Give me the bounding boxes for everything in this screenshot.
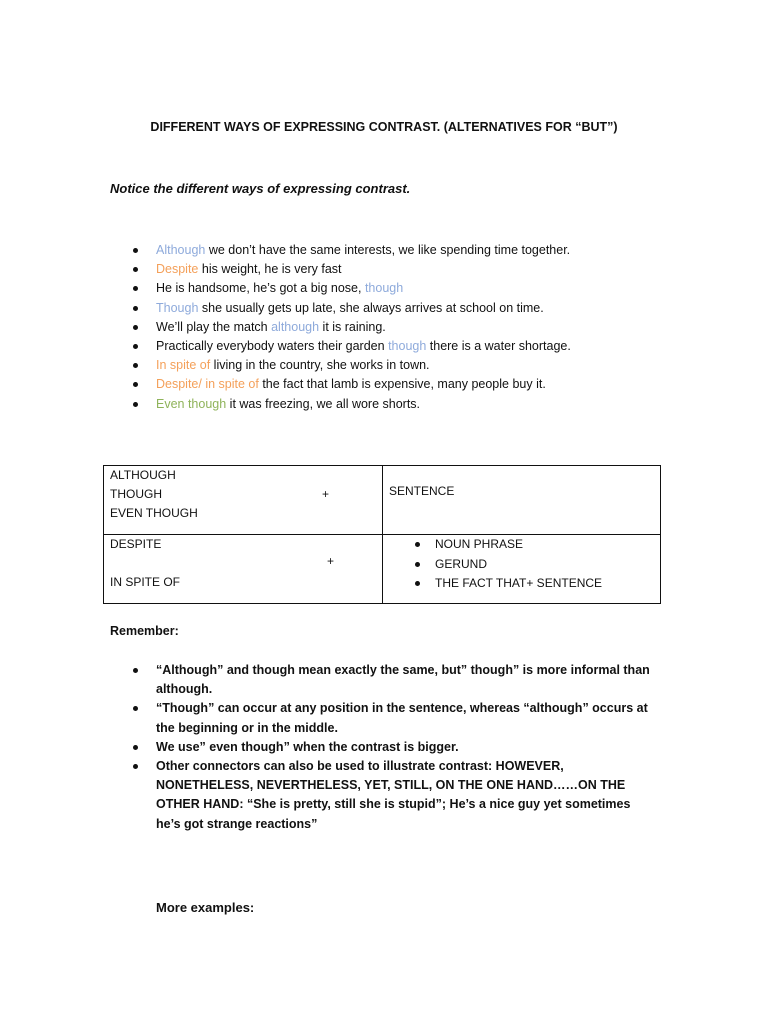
more-examples-heading: More examples: xyxy=(156,900,255,915)
table-row xyxy=(104,535,661,604)
sentence-text: it is raining. xyxy=(319,319,386,334)
sentence-text: we don’t have the same interests, we like spending time together. xyxy=(205,243,571,257)
keyword: In spite of xyxy=(156,358,211,373)
page-title: DIFFERENT WAYS OF EXPRESSING CONTRAST. (ALTERNATIVES FOR “BUT”) xyxy=(150,120,618,134)
table-row xyxy=(104,466,661,535)
plus-sign: + xyxy=(322,487,330,501)
structure-cell xyxy=(383,535,661,604)
keyword: Even though xyxy=(156,396,227,411)
keyword: though xyxy=(388,338,427,353)
keyword: though xyxy=(364,281,404,296)
connector-label: THOUGH xyxy=(110,487,162,501)
example-item xyxy=(110,279,670,298)
structure-cell xyxy=(383,466,661,535)
sentence-text: his weight, he is very fast xyxy=(198,262,342,277)
example-item xyxy=(110,375,670,394)
note-item: “Although” and though mean exactly the same, but” though” is more informal than although. xyxy=(110,661,658,699)
sentence-text: the fact that lamb is expensive, many people buy it. xyxy=(258,377,546,392)
sentence-text: living in the country, she works in town. xyxy=(210,358,430,373)
keyword: Despite/ in spite of xyxy=(156,377,259,392)
example-item xyxy=(110,337,670,356)
example-item xyxy=(110,356,670,375)
notes-list xyxy=(110,661,658,834)
example-item xyxy=(110,260,670,279)
keyword: Though xyxy=(156,300,199,315)
sentence-text: she usually gets up late, she always arrives at school on time. xyxy=(198,300,544,315)
note-item: We use” even though” when the contrast is bigger. xyxy=(110,738,658,757)
plus-sign: + xyxy=(327,554,335,568)
structure-list xyxy=(383,535,660,594)
connector-label: ALTHOUGH xyxy=(110,468,176,482)
note-item: Other connectors can also be used to illustrate contrast: HOWEVER, NONETHELESS, NEVERTHELESS, YET, STILL, ON THE ONE HAND……ON THE OTHER HAND: “She is pretty, still she is stupid”; He’s a nice guy yet sometimes he’s got strange reactions” xyxy=(110,757,658,834)
sentence-text: there is a water shortage. xyxy=(426,338,571,353)
examples-list xyxy=(110,241,670,414)
example-item xyxy=(110,241,670,260)
connector-cell xyxy=(104,535,383,604)
example-item xyxy=(110,299,670,318)
keyword: Despite xyxy=(156,262,199,277)
sentence-text: We’ll play the match xyxy=(156,319,272,334)
sentence-text: Practically everybody waters their garden xyxy=(156,338,389,353)
example-item xyxy=(110,395,670,414)
structure-label: SENTENCE xyxy=(389,484,455,498)
connector-cell xyxy=(104,466,383,535)
remember-heading: Remember: xyxy=(110,624,179,638)
list-item: GERUND xyxy=(383,555,660,575)
example-item xyxy=(110,318,670,337)
grammar-table xyxy=(103,465,661,604)
keyword: Although xyxy=(156,243,206,257)
intro-heading: Notice the different ways of expressing contrast. xyxy=(110,181,411,196)
list-item: THE FACT THAT+ SENTENCE xyxy=(383,574,660,594)
list-item: NOUN PHRASE xyxy=(383,535,660,555)
connector-label: DESPITE xyxy=(110,537,162,551)
sentence-text: it was freezing, we all wore shorts. xyxy=(226,396,421,411)
note-item: “Though” can occur at any position in the sentence, whereas “although” occurs at the beginning or in the middle. xyxy=(110,699,658,737)
sentence-text: He is handsome, he’s got a big nose, xyxy=(156,281,365,296)
keyword: although xyxy=(271,319,320,334)
connector-label: IN SPITE OF xyxy=(110,575,181,589)
connector-label: EVEN THOUGH xyxy=(110,506,198,520)
